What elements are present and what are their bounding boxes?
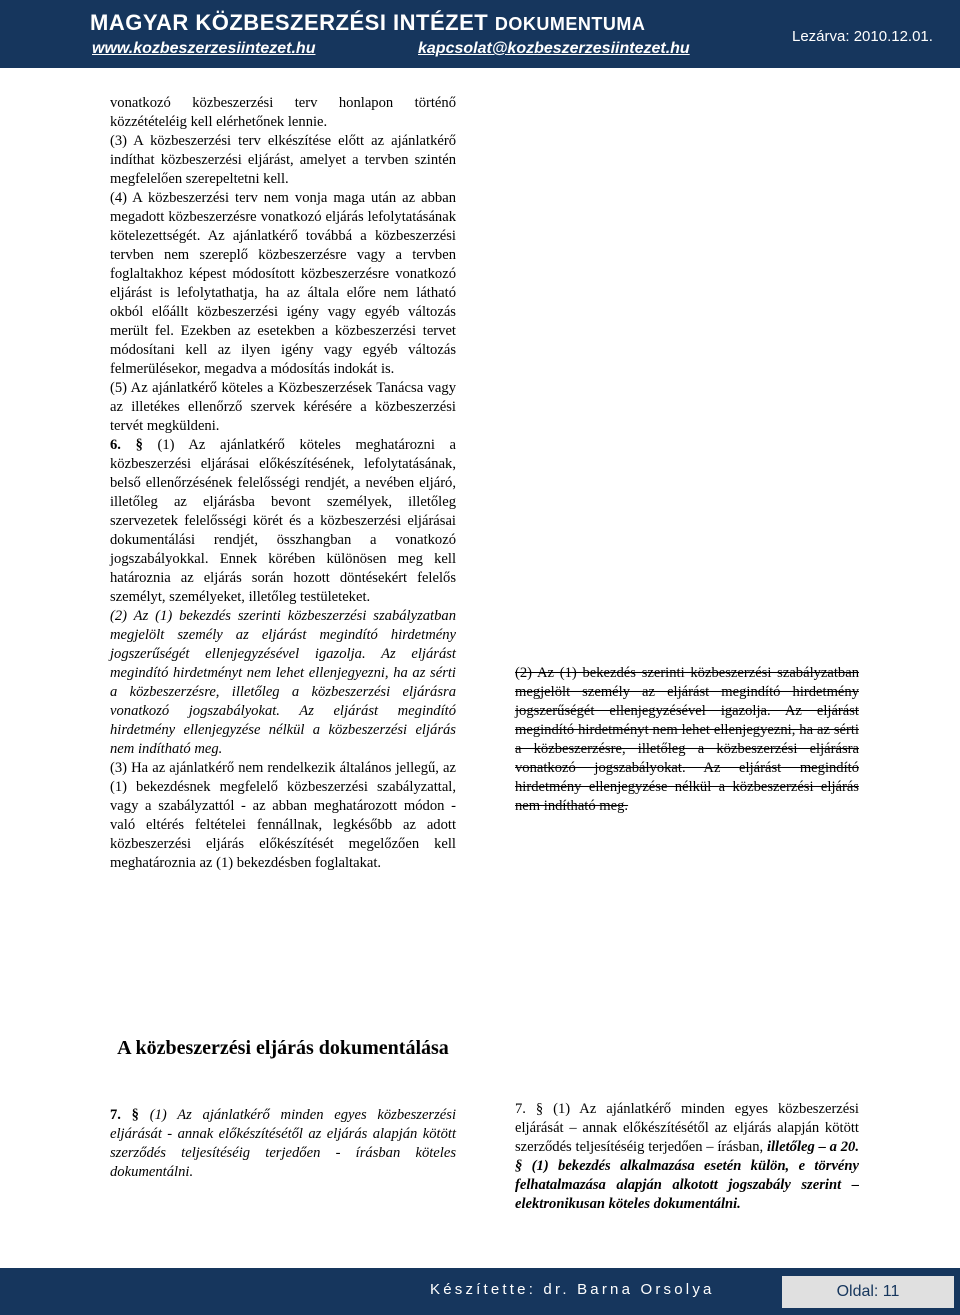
page-number: Oldal: 11 [782,1276,954,1308]
paragraph: (4) A közbeszerzési terv nem vonja maga után az abban megadott közbeszerzésre vonatkozó eljárás lefolytatásának kötelezettségét. Az ajánlatkérő továbbá a közbeszerzési tervben nem szereplő közbeszerzésre vagy a tervben foglaltakhoz képest módosított közbeszerzésre vonatkozó eljárást is lefolytathatja, ha az általa előre nem látható okból előállt közbeszerzési igény vagy egyéb változás merült fel. Ezekben az esetekben a közbeszerzési tervet módosítani kell az ilyen igény vagy egyéb változás felmerülésekor, megadva a módosítás indokát is. [110,190,456,377]
document-label: DOKUMENTUMA [494,14,646,34]
section-heading: A közbeszerzési eljárás dokumentálása [117,1037,449,1059]
paragraph: vonatkozó közbeszerzési terv honlapon történő közzétételéig kell elérhetőnek lennie. [110,95,456,130]
website-link[interactable]: www.kozbeszerzesiintezet.hu [92,40,316,57]
institute-title [90,10,645,36]
left-column [110,94,456,873]
page-header [0,0,960,68]
paragraph-text: 7. § (1) Az ajánlatkérő minden egyes közbeszerzési eljárását – annak előkészítésétől az eljárás alapján kötött szerződés teljesítéséig terjedően – írásban, [515,1101,859,1155]
paragraph: (3) A közbeszerzési terv elkészítése előtt az ajánlatkérő indíthat közbeszerzési eljárást, amelyet a tervben szintén megfelelően szerepeltetni kell. [110,133,456,187]
paragraph: (5) Az ajánlatkérő köteles a Közbeszerzések Tanácsa vagy az illetékes ellenőrző szervek kérésére a közbeszerzési tervét megküldeni. [110,380,456,434]
institute-name: MAGYAR KÖZBESZERZÉSI INTÉZET [90,10,489,35]
section-number: 7. § [110,1107,139,1123]
paragraph: (2) Az (1) bekezdés szerinti közbeszerzési szabályzatban megjelölt személy az eljárást megindító hirdetmény jogszerűségét ellenjegyzésével igazolja. Az eljárást megindító hirdetményt nem lehet ellenjegyezni, ha az sérti a közbeszerzésre, illetőleg a közbeszerzési eljárásra vonatkozó jogszabályokat. Az eljárást megindító hirdetmény ellenjegyzése nélkül a közbeszerzési eljárás nem indítható meg. [110,608,456,757]
section-number: 6. § [110,437,143,453]
closing-date: Lezárva: 2010.12.01. [792,28,933,45]
paragraph: (3) Ha az ajánlatkérő nem rendelkezik általános jellegű, az (1) bekezdésnek megfelelő közbeszerzési szabályzattal, vagy a szabályzattól - az abban meghatározott módon - való eltérés feltételei fennállnak, legkésőbb az adott közbeszerzési eljárás előkészítését megelőzően kell meghatároznia az (1) bekezdésben foglaltakat. [110,760,456,871]
right-column [515,664,859,816]
author-credit: Készítette: dr. Barna Orsolya [430,1281,715,1298]
amended-text: illetőleg – a 20. § (1) bekezdés alkalmazása esetén külön, e törvény felhatalmazása alapján alkotott jogszabály szerint – elektronikusan köteles dokumentálni. [515,1139,859,1212]
paragraph-text: (1) Az ajánlatkérő köteles meghatározni a közbeszerzési eljárásai előkészítésének, lefolytatásának, belső ellenőrzésének felelősségi rendjét, a nevében eljáró, illetőleg az eljárásba bevont személyek, illetőleg szervezetek felelősségi körét és a közbeszerzési eljárásai dokumentálási rendjét, összhangban a vonatkozó jogszabályokkal. Ennek körében különösen meg kell határoznia az eljárás során hozott döntésekért felelős személyt, személyeket, illetőleg testületeket. [110,437,456,605]
paragraph [110,1106,456,1182]
struck-paragraph: (2) Az (1) bekezdés szerinti közbeszerzési szabályzatban megjelölt személy az eljárást megindító hirdetmény jogszerűségét ellenjegyzésével igazolja. Az eljárást megindító hirdetményt nem lehet ellenjegyezni, ha az sérti a közbeszerzésre, illetőleg a közbeszerzési eljárásra vonatkozó jogszabályokat. Az eljárást megindító hirdetmény ellenjegyzése nélkül a közbeszerzési eljárás nem indítható meg. [515,665,859,814]
page-footer [0,1268,960,1315]
section-right-text [515,1100,859,1214]
paragraph-text: (1) Az ajánlatkérő minden egyes közbeszerzési eljárását - annak előkészítésétől az eljárás alapján kötött szerződés teljesítéséig terjedően - írásban köteles dokumentálni. [110,1107,457,1180]
paragraph [515,1100,859,1214]
email-link[interactable]: kapcsolat@kozbeszerzesiintezet.hu [418,40,690,57]
paragraph [110,436,456,607]
section-left-text [110,1106,456,1182]
